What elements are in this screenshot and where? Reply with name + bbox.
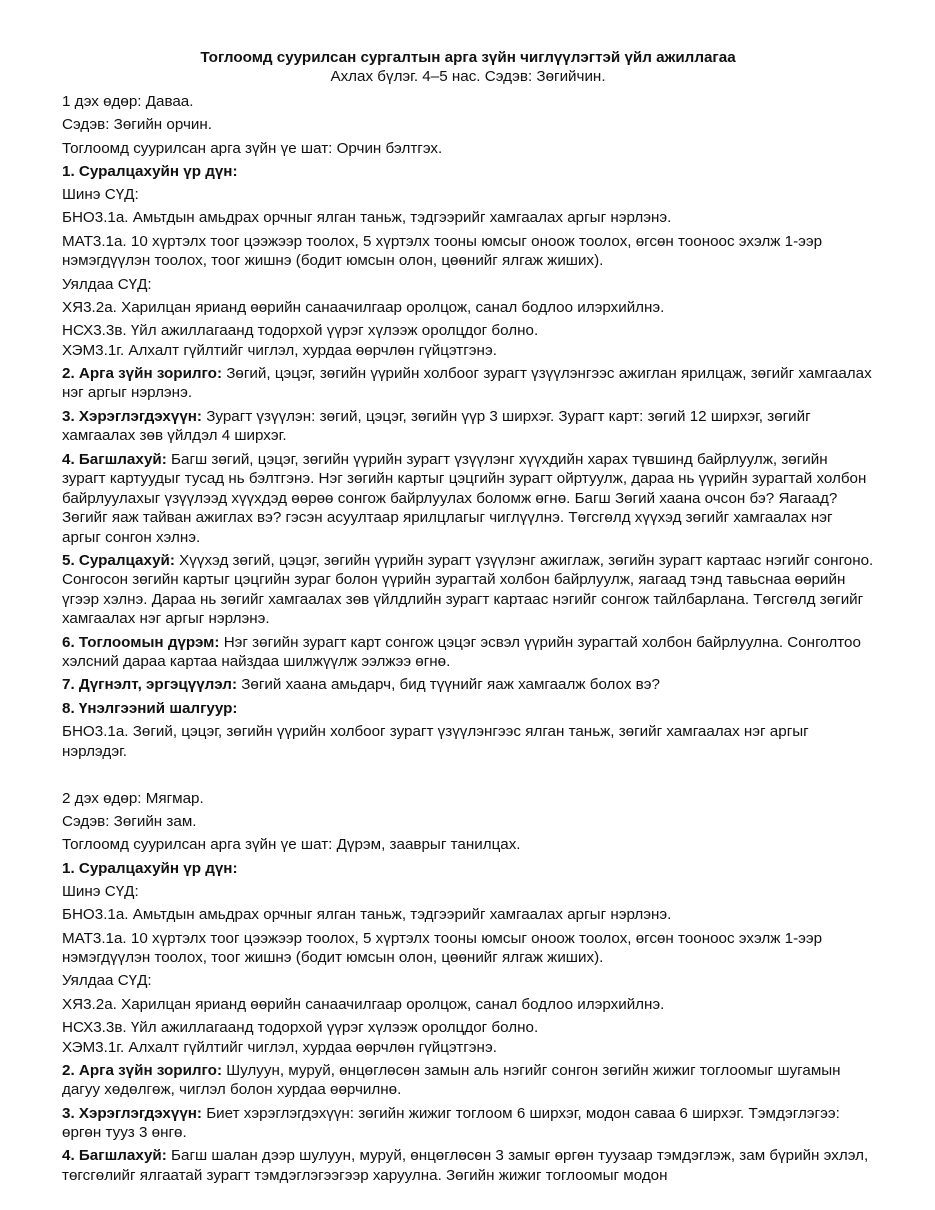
day1-topic: Сэдэв: Зөгийн орчин. — [62, 116, 212, 134]
day1-mat-outcome: МАТ3.1а. 10 хүртэлх тоог цээжээр тоолох, 5 хүртэлх тооны юмсыг оноож тоолох, өгсөн тооноос эхэлж 1-ээр нэмэгдүүлэн тоолох, тоог жишнэ (бодит юмсын олон, цөөнийг ялгаж жиших). — [62, 232, 823, 270]
section-text: Зөгий хаана амьдарч, бид түүнийг яаж хамгаалж болох вэ? — [237, 676, 660, 694]
section-text: Нэг зөгийн зурагт карт сонгож цэцэг эсвэл үүрийн зурагтай холбон байрлуулна. Сонголтоо хэлсний дараа картаа найздаа шилжүүлж ээлжээ өгнө. — [62, 633, 861, 671]
day1-new-sud-label: Шинэ СҮД: — [62, 186, 139, 204]
day1-bno-outcome: БНО3.1а. Амьтдын амьдрах орчныг ялган таньж, тэдгээрийг хамгаалах аргыг нэрлэнэ. — [62, 209, 672, 227]
section-heading: 4. Багшлахуй: — [62, 1147, 167, 1165]
section-heading: 3. Хэрэглэгдэхүүн: — [62, 1104, 202, 1122]
day1-heading: 1 дэх өдөр: Даваа. — [62, 93, 194, 110]
day1-section-8-heading: 8. Үнэлгээний шалгуур: — [62, 699, 238, 717]
day1-section-3 — [62, 407, 874, 446]
day2-new-sud-label: Шинэ СҮД: — [62, 883, 139, 901]
section-text: Зөгий, цэцэг, зөгийн үүрийн холбоог зурагт үзүүлэнгээс ажиглан ярилцаж, зөгийг хамгаалах нэг аргыг нэрлэнэ. — [62, 364, 872, 402]
day2-khem-outcome: ХЭМ3.1г. Алхалт гүйлтийг чиглэл, хурдаа өөрчлөн гүйцэтгэнэ. — [62, 1038, 497, 1056]
day2-section-4 — [62, 1146, 874, 1185]
day2-section-1-heading: 1. Суралцахуйн үр дүн: — [62, 859, 238, 877]
section-text: Багш зөгий, цэцэг, зөгийн үүрийн зурагт үзүүлэнг хүүхдийн харах түвшинд байрлуулж, зөгийн зурагт картуудыг тусад нь бэлтгэнэ. Нэг зөгийн картыг цэцгийн зурагт ойртуулж, дараа нь үүрийн зурагтай холбон байрлуулахыг үзүүлээд хүүхдэд өөрөө сонгож байрлуулах боломж өгнө. Багш Зөгий хаана очсон бэ? Яагаад? Зөгийг яаж тайван ажиглах вэ? гэсэн асуултаар ярилцлагыг чиглүүлнэ. Төгсгөлд хүүхэд зөгийг хамгаалах нэг аргыг сонгон хэлнэ. — [62, 450, 867, 546]
day1-nskh-outcome: НСХ3.3в. Үйл ажиллагаанд тодорхой үүрэг хүлээж оролцдог болно. — [62, 322, 539, 340]
section-heading: 2. Арга зүйн зорилго: — [62, 1061, 223, 1079]
section-heading: 4. Багшлахуй: — [62, 450, 167, 468]
day1-related-sud-label: Уялдаа СҮД: — [62, 275, 152, 293]
day2-topic: Сэдэв: Зөгийн зам. — [62, 813, 197, 831]
day2-nskh-outcome: НСХ3.3в. Үйл ажиллагаанд тодорхой үүрэг хүлээж оролцдог болно. — [62, 1019, 539, 1037]
day2-section-2 — [62, 1061, 874, 1100]
day2-stage: Тоглоомд суурилсан арга зүйн үе шат: Дүрэм, зааврыг танилцах. — [62, 836, 521, 854]
section-heading: 2. Арга зүйн зорилго: — [62, 364, 223, 382]
section-text: Багш шалан дээр шулуун, муруй, өнцөглөсөн 3 замыг өргөн туузаар тэмдэглэж, зам бүрийн эхлэл, төгсгөлийг ялгаатай зурагт тэмдэглэгээгээр харуулна. Зөгийн жижиг тоглоомыг модон — [62, 1147, 869, 1184]
day1-section-5 — [62, 551, 874, 629]
section-heading: 6. Тоглоомын дүрэм: — [62, 633, 220, 651]
section-text: Шулуун, муруй, өнцөглөсөн замын аль нэгийг сонгон зөгийн жижиг тоглоомыг шугамын дагуу хөдөлгөж, чиглэл болон хурдаа өөрчилнө. — [62, 1061, 841, 1099]
document-page — [62, 48, 874, 1189]
day1-section-7 — [62, 675, 874, 695]
section-heading: 3. Хэрэглэгдэхүүн: — [62, 407, 202, 425]
day1-stage: Тоглоомд суурилсан арга зүйн үе шат: Орчин бэлтгэх. — [62, 139, 443, 157]
section-text: Биет хэрэглэгдэхүүн: зөгийн жижиг тоглоом 6 ширхэг, модон саваа 6 ширхэг. Тэмдэглэгээ: өргөн тууз 3 өнгө. — [62, 1104, 840, 1142]
day2-bno-outcome: БНО3.1а. Амьтдын амьдрах орчныг ялган таньж, тэдгээрийг хамгаалах аргыг нэрлэнэ. — [62, 906, 672, 924]
document-subtitle: Ахлах бүлэг. 4–5 нас. Сэдэв: Зөгийчин. — [330, 68, 606, 85]
section-text: Хүүхэд зөгий, цэцэг, зөгийн үүрийн зурагт үзүүлэнг ажиглаж, зөгийн зурагт картаас нэгийг сонгоно. Сонгосон зөгийн картыг цэцгийн зураг болон үүрийн зурагтай холбон байрлуулж, яагаад тэнд тавьснаа өөрийн үгээр хэлнэ. Дараа нь зөгийг хамгаалах зөв үйлдлийн зурагт картаас нэгийг сонгож тайлбарлана. Төгсгөлд зөгийг хамгаалах нэг аргыг нэрлэнэ. — [62, 551, 874, 628]
day1-khya-outcome: ХЯ3.2а. Харилцан ярианд өөрийн санаачилгаар оролцож, санал бодлоо илэрхийлнэ. — [62, 298, 665, 316]
day1-section-1-heading: 1. Суралцахуйн үр дүн: — [62, 162, 238, 180]
section-spacer — [62, 765, 874, 789]
day2-khya-outcome: ХЯ3.2а. Харилцан ярианд өөрийн санаачилгаар оролцож, санал бодлоо илэрхийлнэ. — [62, 995, 665, 1013]
day2-related-sud-label: Уялдаа СҮД: — [62, 972, 152, 990]
day1-section-2 — [62, 364, 874, 403]
day2-section-3 — [62, 1104, 874, 1143]
day1-section-6 — [62, 633, 874, 672]
section-text: Зурагт үзүүлэн: зөгий, цэцэг, зөгийн үүр 3 ширхэг. Зурагт карт: зөгий 12 ширхэг, зөгийг хамгаалах зөв үйлдэл 4 ширхэг. — [62, 407, 811, 445]
section-heading: 5. Суралцахуй: — [62, 551, 175, 569]
document-title: Тоглоомд суурилсан сургалтын арга зүйн чиглүүлэгтэй үйл ажиллагаа — [200, 49, 736, 66]
day1-khem-outcome: ХЭМ3.1г. Алхалт гүйлтийг чиглэл, хурдаа өөрчлөн гүйцэтгэнэ. — [62, 341, 497, 359]
day2-heading: 2 дэх өдөр: Мягмар. — [62, 789, 204, 807]
day1-section-4 — [62, 450, 874, 548]
day2-mat-outcome: МАТ3.1а. 10 хүртэлх тоог цээжээр тоолох, 5 хүртэлх тооны юмсыг оноож тоолох, өгсөн тооноос эхэлж 1-ээр нэмэгдүүлэн тоолох, тоог жишнэ (бодит юмсын олон, цөөнийг ялгаж жиших). — [62, 929, 823, 967]
day1-section-8-text: БНО3.1а. Зөгий, цэцэг, зөгийн үүрийн холбоог зурагт үзүүлэнгээс ялган таньж, зөгийг хамгаалах нэг аргыг нэрлэдэг. — [62, 723, 809, 760]
section-heading: 7. Дүгнэлт, эргэцүүлэл: — [62, 676, 238, 694]
